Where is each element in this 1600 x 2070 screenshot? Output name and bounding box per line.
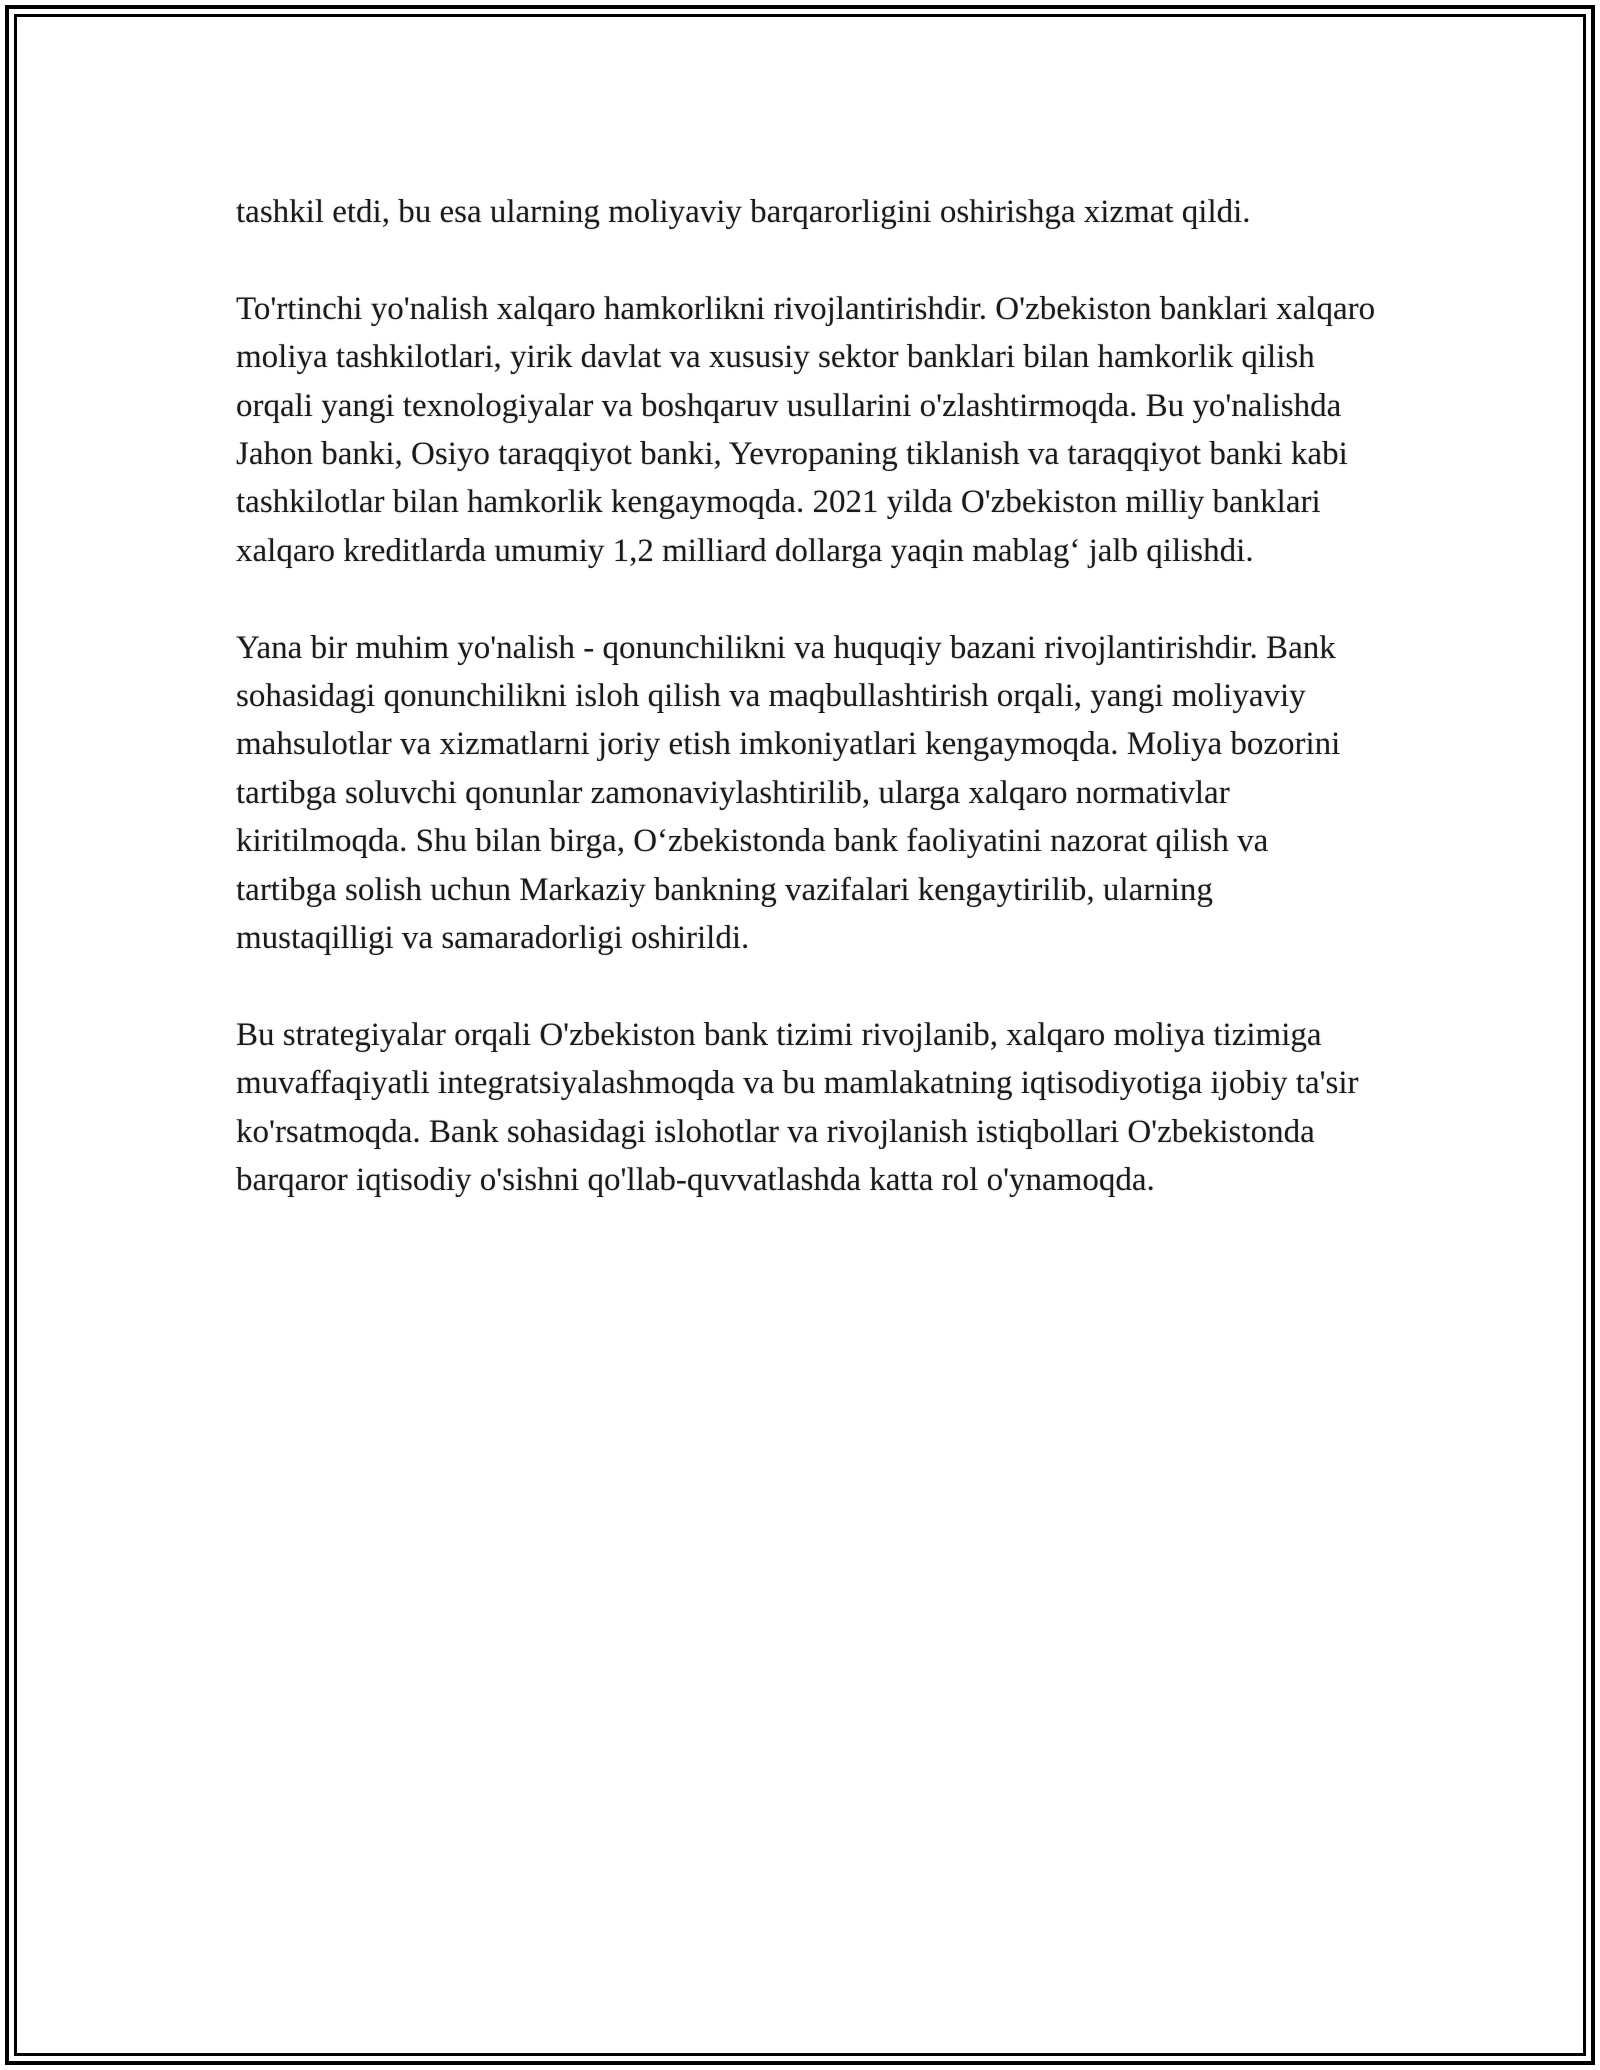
paragraph-legal-framework: Yana bir muhim yo'nalish - qonunchilikni va huquqiy bazani rivojlantirishdir. Bank sohasidagi qonunchilikni isloh qilish va maqbullashtirish orqali, yangi moliyaviy mahsulotlar va xizmatlarni joriy etish imkoniyatlari kengaymoqda. Moliya bozorini tartibga soluvchi qonunlar zamonaviylashtirilib, ularga xalqaro normativlar kiritilmoqda. Shu bilan birga, O‘zbekistonda bank faoliyatini nazorat qilish va tartibga solish uchun Markaziy bankning vazifalari kengaytirilib, ularning mustaqilligi va samaradorligi oshirildi.	[236, 629, 1341, 957]
paragraph-conclusion: Bu strategiyalar orqali O'zbekiston bank tizimi rivojlanib, xalqaro moliya tizimiga muvaffaqiyatli integratsiyalashmoqda va bu mamlakatning iqtisodiyotiga ijobiy ta'sir ko'rsatmoqda. Bank sohasidagi islohotlar va rivojlanish istiqbollari O'zbekistonda barqaror iqtisodiy o'sishni qo'llab-quvvatlashda katta rol o'ynamoqda.	[236, 1016, 1359, 1199]
document-body	[236, 188, 1376, 1253]
paragraph-continuation: tashkil etdi, bu esa ularning moliyaviy barqarorligini oshirishga xizmat qildi.	[236, 194, 1251, 230]
paragraph-international-cooperation: To'rtinchi yo'nalish xalqaro hamkorlikni rivojlantirishdir. O'zbekiston banklari xalqaro moliya tashkilotlari, yirik davlat va xususiy sektor banklari bilan hamkorlik qilish orqali yangi texnologiyalar va boshqaruv usullarini o'zlashtirmoqda. Bu yo'nalishda Jahon banki, Osiyo taraqqiyot banki, Yevropaning tiklanish va taraqqiyot banki kabi tashkilotlar bilan hamkorlik kengaymoqda. 2021 yilda O'zbekiston milliy banklari xalqaro kreditlarda umumiy 1,2 milliard dollarga yaqin mablag‘ jalb qilishdi.	[236, 290, 1376, 569]
